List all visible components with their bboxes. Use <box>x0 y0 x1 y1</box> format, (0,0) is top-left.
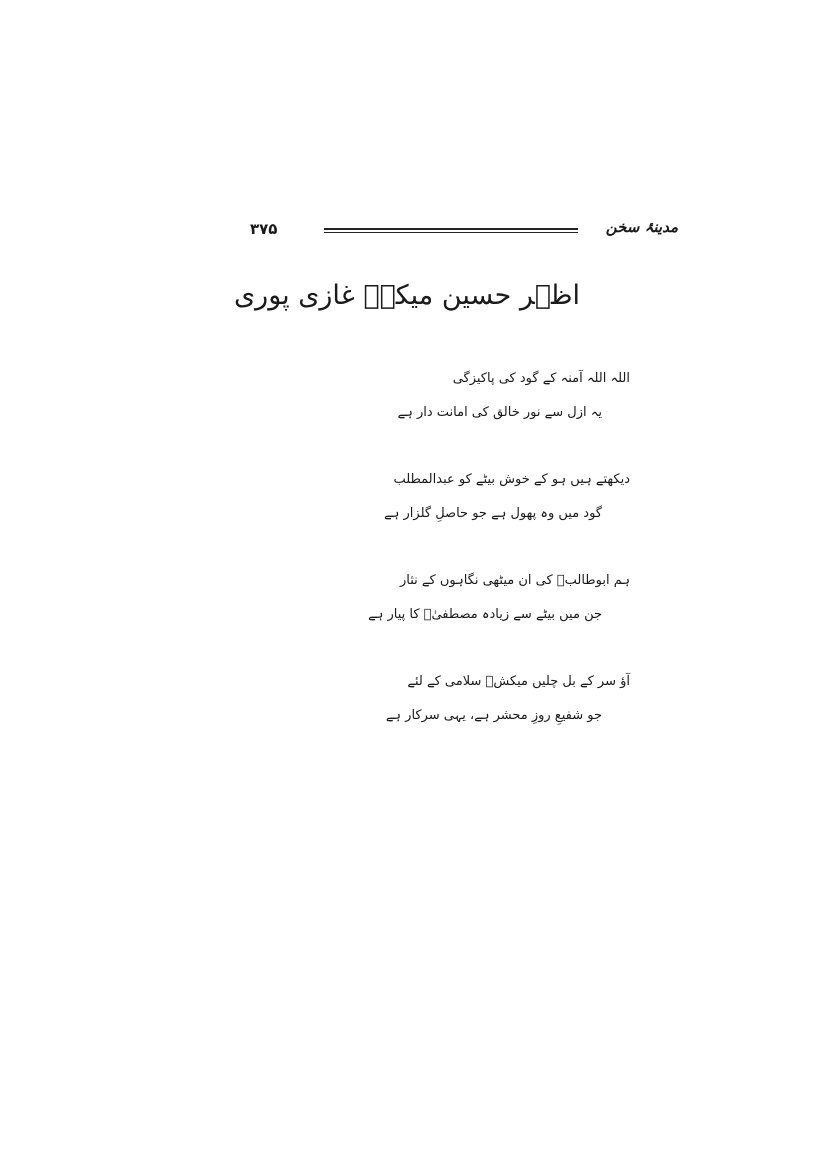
couplet-line-first: ہم ابوطالبؑ کی ان میٹھی نگاہوں کے نثار <box>399 573 630 588</box>
couplet <box>300 671 630 727</box>
couplet-line-second: جن میں بیٹے سے زیادہ مصطفیٰؐ کا پیار ہے <box>368 607 602 622</box>
poem-body <box>300 368 630 772</box>
running-header <box>240 218 690 248</box>
poet-name-heading: اظہر حسین میکشؔ غازی پوری <box>234 280 580 311</box>
couplet-line-first: اللہ اللہ آمنہ کے گود کی پاکیزگی <box>452 371 630 386</box>
header-rule-secondary <box>324 232 578 233</box>
couplet <box>300 570 630 626</box>
couplet-line-second: جو شفیعِ روزِ محشر ہے، یہی سرکار ہے <box>385 708 602 723</box>
couplet-line-second: یہ ازل سے نور خالق کی امانت دار ہے <box>397 405 602 420</box>
couplet <box>300 469 630 525</box>
page-number: ۳۷۵ <box>250 220 278 238</box>
header-rule <box>324 228 578 230</box>
book-title: مدینۂ سخن <box>605 218 678 236</box>
couplet-line-first: آؤ سر کے بل چلیں میکشؔ سلامی کے لئے <box>407 674 630 689</box>
couplet <box>300 368 630 424</box>
couplet-line-first: دیکھتے ہیں ہو کے خوش بیٹے کو عبدالمطلب <box>393 472 630 487</box>
couplet-line-second: گود میں وہ پھول ہے جو حاصلِ گلزار ہے <box>384 506 602 521</box>
